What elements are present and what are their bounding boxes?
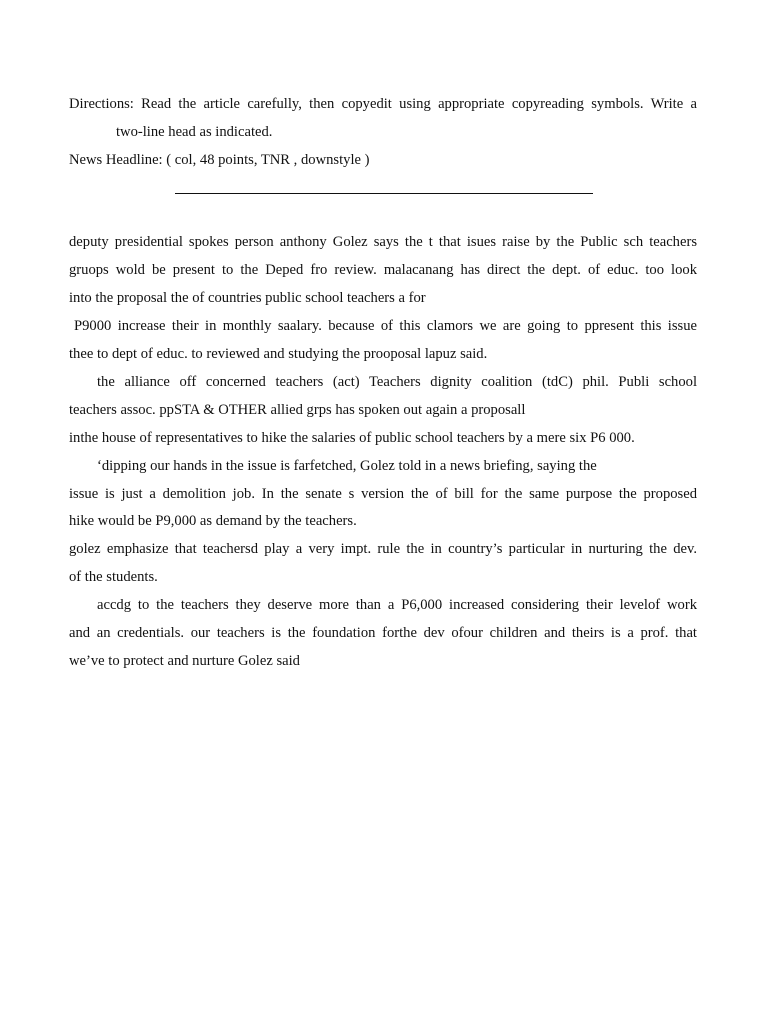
article-line: ‘dipping our hands in the issue is farfetched, Golez told in a news briefing, saying the xyxy=(97,458,597,474)
directions-line-1: Directions: Read the article carefully, then copyedit using appropriate copyreading symbols. Write a xyxy=(69,96,697,112)
article-line: thee to dept of educ. to reviewed and studying the prooposal lapuz said. xyxy=(69,346,488,362)
directions-line-2: two-line head as indicated. xyxy=(116,124,273,140)
article-line: of the students. xyxy=(69,569,158,585)
article-line: P9000 increase their in monthly saalary. because of this clamors we are going to ppresent this issue xyxy=(74,318,697,334)
article-line: we’ve to protect and nurture Golez said xyxy=(69,653,300,669)
article-line: and an credentials. our teachers is the foundation forthe dev ofour children and theirs is a prof. that xyxy=(69,625,697,641)
headline-blank-line xyxy=(175,193,593,194)
article-line: accdg to the teachers they deserve more than a P6,000 increased considering their levelof work xyxy=(97,597,697,613)
article-line: deputy presidential spokes person anthony Golez says the t that isues raise by the Public sch teachers xyxy=(69,234,697,250)
article-line: hike would be P9,000 as demand by the teachers. xyxy=(69,513,357,529)
article-line: golez emphasize that teachersd play a very impt. rule the in country’s particular in nurturing the dev. xyxy=(69,541,697,557)
article-line: the alliance off concerned teachers (act) Teachers dignity coalition (tdC) phil. Publi school xyxy=(97,374,697,390)
headline-spec: News Headline: ( col, 48 points, TNR , downstyle ) xyxy=(69,152,370,168)
article-line: issue is just a demolition job. In the senate s version the of bill for the same purpose the proposed xyxy=(69,486,697,502)
article-line: teachers assoc. ppSTA & OTHER allied grps has spoken out again a proposall xyxy=(69,402,526,418)
article-line: gruops wold be present to the Deped fro review. malacanang has direct the dept. of educ. too look xyxy=(69,262,697,278)
article-line: inthe house of representatives to hike the salaries of public school teachers by a mere six P6 000. xyxy=(69,430,635,446)
article-line: into the proposal the of countries public school teachers a for xyxy=(69,290,426,306)
